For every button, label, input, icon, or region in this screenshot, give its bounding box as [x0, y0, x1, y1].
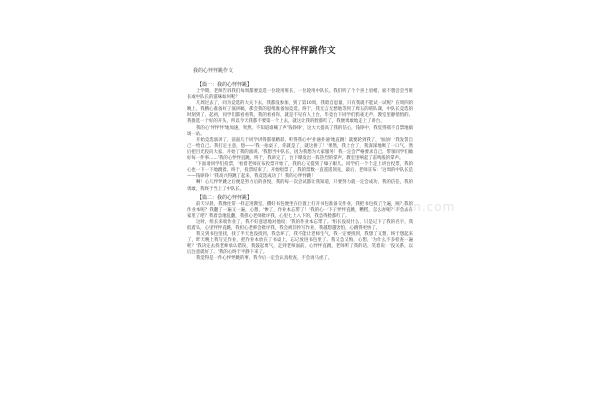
- paragraph: 上学期，老师告诉我们每周都要竞选一位轮用班长，一位轮用中队长。我们听了个个喜上眉梢，谁不想尝尝当班长或中队长的滋味如何呢？: [187, 89, 413, 101]
- paragraph: 啊！心儿怦怦跳之后便是努力后的喜悦，我的每一次尝试都让我知道，只要努力就一定会成功，我的信任，我的勇敢，我终于当上了中队长。: [187, 180, 413, 192]
- paragraph: 我觉得是一件心怦怦跳的事，我今后一定会认真检查，不会再马虎了。: [196, 256, 333, 262]
- document-subtitle: 我的心怦怦跳作文: [193, 68, 234, 74]
- paragraph: 我的心'怦怦怦'地加速，突然，不知道谁喊了声'钱铮铮'，这大大提高了我的信心，钱铮中，我觉得那不自禁地搞场一站。: [187, 125, 413, 137]
- paragraph: '下面请同学们投票，'看着老师宣布投票开始了，我的心又提到了嗓子眼儿。同学们一个个走上讲台投票，我的心也一下一下地跳着。终于，投票结束了，开始唱票了，我的票数一直遥遥领先，最后，老师宣布：'这周的中队长是——钱铮铮！'我高兴得跳了起来，我竞选成功了！我的心怦怦跳！: [187, 162, 413, 180]
- paragraph: 这时，组长来收作业了，我不好意思地对他说：'我的作业本忘带了。'组长没说什么，只是记下了我的名字。我低着头，心里怦怦直跳，我担心老师会批评我，我会被罚抄写作业，我越想越害怕，心跳得更快了。: [187, 219, 413, 231]
- paragraph: 开始竞选演讲了，前面几个同学讲得都很精彩，听得我心中'扑通扑通'地直跳！就要轮到我了，'加油！'我发誓自己一给自己。我打定主意，想——'我一拍桌子，你就是了，就这拼了！'果然，我上台了，我深深地吸了一口气，然后把目光投向大家，开始了我的演讲。'我想当中队长，因为我想为大家服务！我一定会严格要求自己，带领同学们做好每一件事……'我的心怦怦直跳，终于，我讲完了，台下爆发出一阵热烈的掌声，教室里响起了雷鸣般的掌声。: [187, 137, 413, 162]
- paragraph: 几周过去了，同为竞选的大关下去，我都没参加，到了第10周，我暗自思量，只有我就不能试一试呢？在周四的晚上，我精心准备好了演讲稿，那会我的思绪准备加竞选。终于，我无言无愁地等到了周五的班队课，中队长竞选的时刻到了，起初，同学们都看看我，我的看看你，就是不见有人上台，毕竟台下同学们鸦雀无声，教室里静悄悄的。我推选一个好的开头，所以今天我都不要第一个上去，就这让我的脸都红了，我便勇敢地走上了讲台。: [187, 101, 413, 125]
- watermark: ldocin.com: [380, 200, 456, 214]
- section-heading: 【篇二：我的心怦怦跳】: [197, 194, 253, 201]
- document-title: 我的心怦怦跳作文: [263, 46, 336, 56]
- paragraph: 我又到书包里找，找了半天也没找到，我急坏了，我不能让老师生气，我一定要找到，我想了又想，终于想起来了，昨天晚上我写完作业，把作业本放在了书桌上，忘记放进书包里了。我又急又悔，心想，'为什么不多检查一遍呢？'我决定去找老师承认错误，我鼓起勇气，走到老师面前，心怦怦直跳，老师听了我的话，笑着说：'没关系，以后注意就好了。'我的心终于平静下来了。: [187, 232, 413, 256]
- section-heading: 【篇一：我的心怦怦跳】: [197, 82, 253, 88]
- paragraph: 前天早晨，我像往常一样走进教室，撂好书包便坐在位置上打开书包准备交作业，我把书包找了个遍，咦？我的作业本呢？我翻了一遍又一遍，心想，'惨了，作业本忘带了！'我的心一下子怦怦直跳，糟糕，怎么办呢？不会去在家里了吧？我着急地乱翻，我担心老师批评我，心里七上八下的，我急得脸都红了。: [187, 201, 413, 219]
- section-1: [187, 82, 413, 193]
- document-page: [187, 46, 413, 263]
